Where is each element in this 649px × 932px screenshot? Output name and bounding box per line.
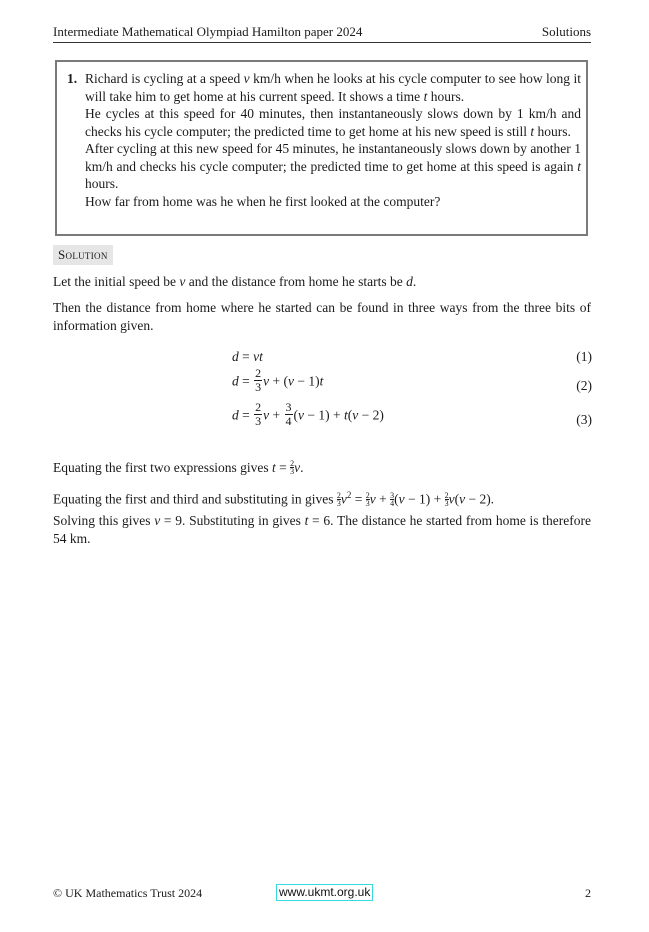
equation-number: (3) bbox=[576, 412, 592, 427]
equation-number: (1) bbox=[576, 349, 592, 364]
solution-step-3: Solving this gives v = 9. Substituting in gives t = 6. The distance he started from home is therefore 54 km. bbox=[53, 513, 591, 546]
equation-1: d = vt (1) bbox=[232, 349, 592, 364]
copyright: © UK Mathematics Trust 2024 bbox=[53, 886, 203, 900]
page-footer bbox=[53, 884, 591, 902]
problem-paragraph-1: Richard is cycling at a speed v km/h when he looks at his cycle computer to see how long it will take him to get home at his current speed. It shows a time t hours. bbox=[85, 71, 581, 104]
equation-number: (2) bbox=[576, 378, 592, 393]
solution-intro: Let the initial speed be v and the distance from home he starts be d. bbox=[53, 274, 417, 289]
section-label: Solutions bbox=[541, 24, 591, 39]
problem-statement bbox=[85, 70, 581, 210]
ukmt-website-link[interactable]: www.ukmt.org.uk bbox=[276, 884, 373, 901]
paper-title: Intermediate Mathematical Olympiad Hamilton paper 2024 bbox=[53, 24, 363, 39]
equation-2: d = $\frac{2}{3}$ v + (v − 1)t (2) bbox=[232, 366, 592, 394]
problem-paragraph-2: He cycles at this speed for 40 minutes, then instantaneously slows down by 1 km/h and checks his cycle computer; the predicted time to get home at his new speed is still t hours. bbox=[85, 106, 581, 139]
solution-heading: Solution bbox=[53, 245, 113, 265]
solution-step-2: Equating the first and third and substituting in gives $\frac{2}{3}$ $v^2$ = $\frac{2}{3}$ v + $\frac{3}{4}$ (v − 1) + $\frac{2}{3}$ v(v − 2). bbox=[53, 490, 495, 508]
problem-question: How far from home was he when he first looked at the computer? bbox=[85, 193, 441, 209]
solution-step-1: Equating the first two expressions gives t = $\frac{2}{3}$ v. bbox=[53, 459, 304, 477]
problem-number: 1. bbox=[67, 71, 78, 86]
page-number: 2 bbox=[585, 886, 591, 900]
solution-explain: Then the distance from home where he started can be found in three ways from the three bits of information given. bbox=[53, 300, 591, 333]
page-header bbox=[53, 24, 591, 43]
problem-paragraph-3: After cycling at this new speed for 45 minutes, he instantaneously slows down by another 1 km/h and checks his cycle computer; the predicted time to get home at this speed is again t hours. bbox=[85, 141, 581, 191]
equation-3: d = $\frac{2}{3}$ v + $\frac{3}{4}$ (v − 1) + t(v − 2) (3) bbox=[232, 400, 592, 428]
problem-box bbox=[55, 60, 588, 236]
